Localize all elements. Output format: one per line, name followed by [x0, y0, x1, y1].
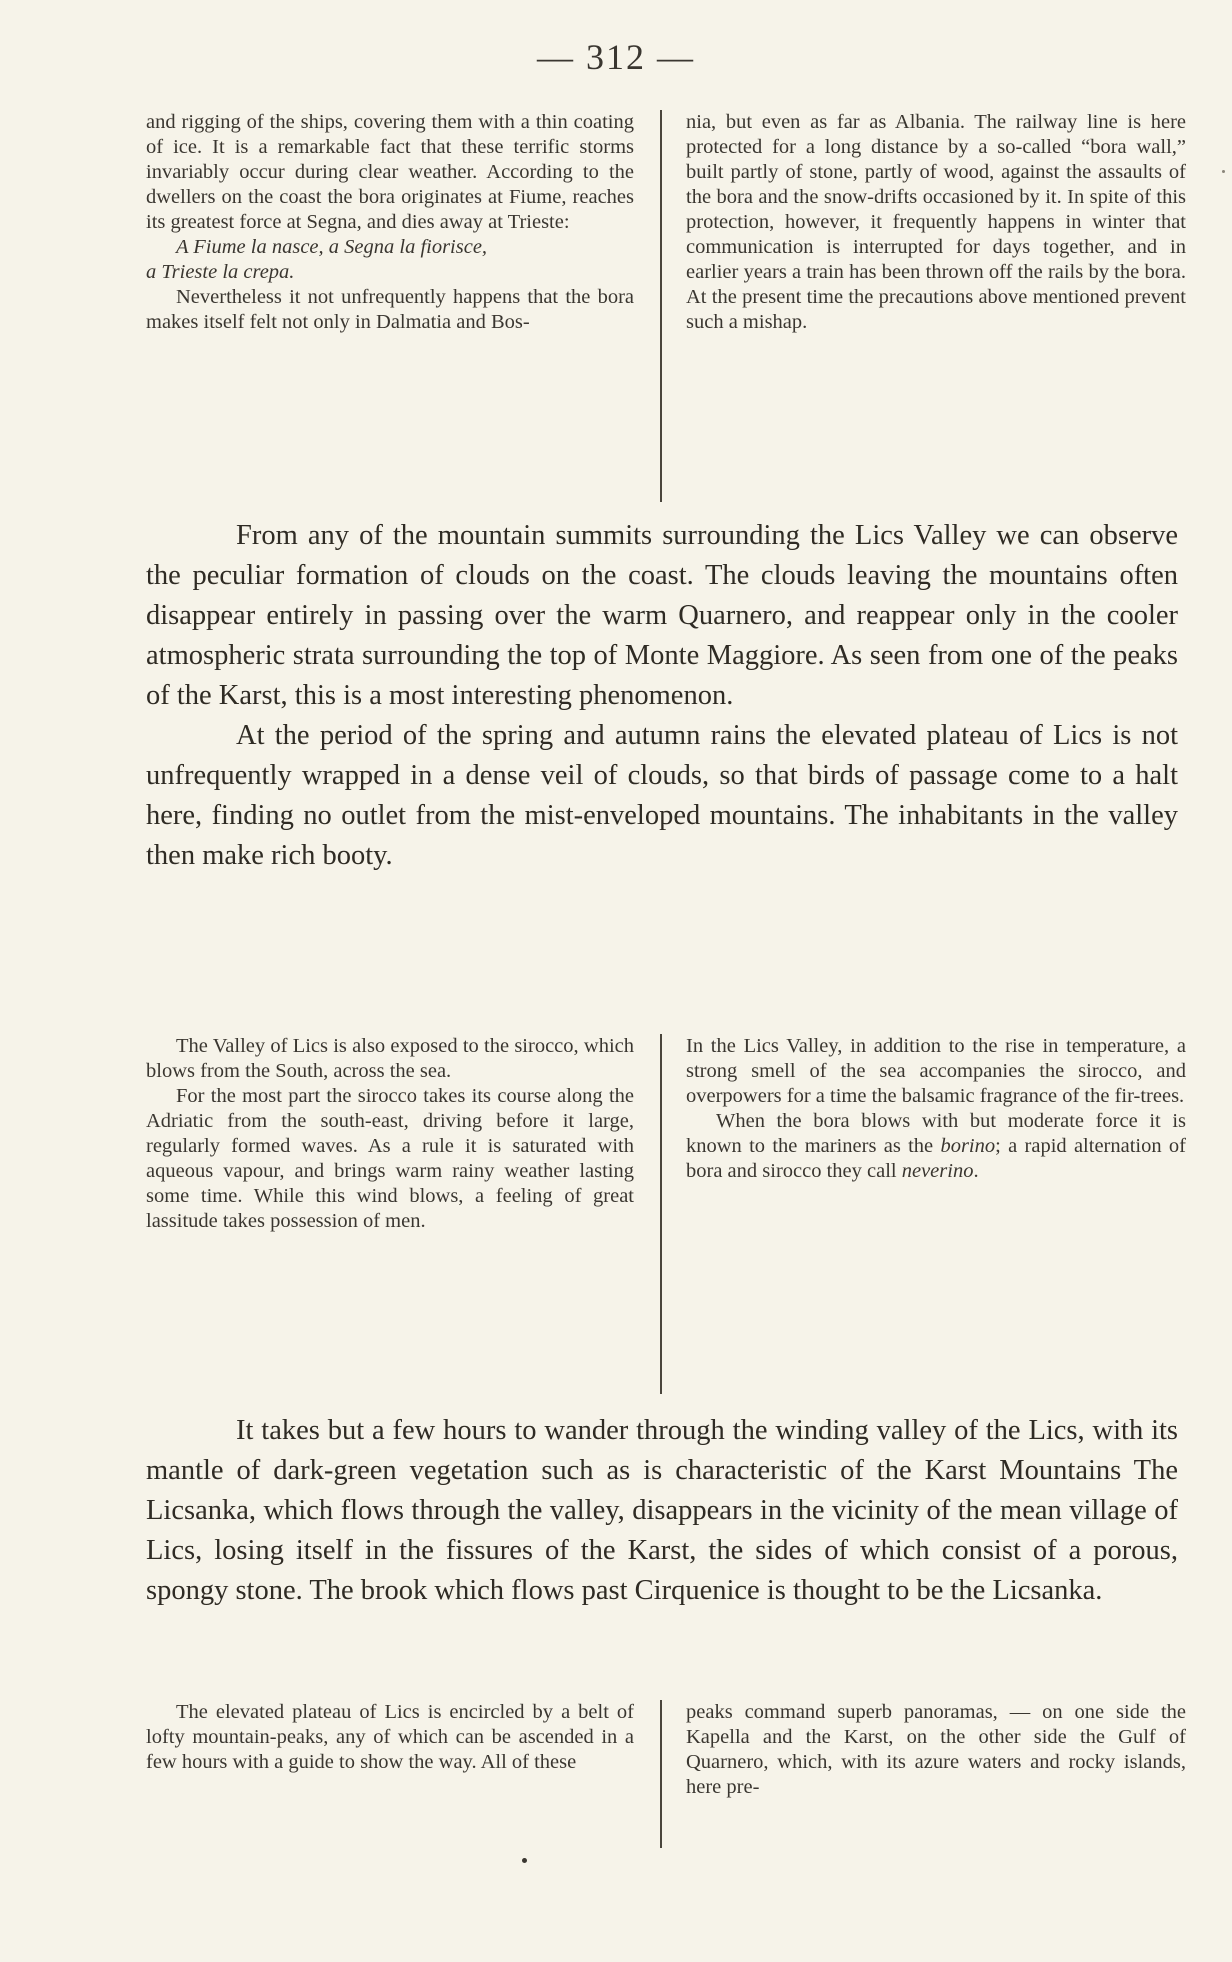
two-column-block-1 — [146, 110, 1188, 502]
term-borino: borino — [940, 1135, 996, 1157]
block1-right-paragraph-1: nia, but even as far as Albania. The railway line is here protected for a long distance by a so-called “bora wall,” built partly of stone, partly of wood, against the assaults of the bora and the snow-drifts occasioned by it. In spite of this protection, however, it frequently happens in winter that communication is interrupted for days together, and in earlier years a train has been thrown off the rails by the bora. At the present time the precautions above mentioned prevent such a mishap. — [686, 111, 1186, 333]
page-number: — 312 — — [537, 37, 695, 77]
block2-left-paragraph-1: The Valley of Lics is also exposed to the sirocco, which blows from the South, across the sea. — [146, 1035, 634, 1082]
bora-text-a: When the bora blows with but moderate force it is known to the mariners as the — [686, 1110, 1186, 1157]
main-paragraph-clouds: From any of the mountain summits surrounding the Lics Valley we can observe the peculiar formation of clouds on the coast. The clouds leaving the mountains often disappear entirely in passing over the warm Quarnero, and reappear only in the cooler atmospheric strata surrounding the top of Monte Maggiore. As seen from one of the peaks of the Karst, this is a most interesting phenomenon. — [146, 520, 1178, 711]
block3-right-paragraph-1: peaks command superb panoramas, — on one side the Kapella and the Karst, on the other side the Gulf of Quarnero, which, with its azure waters and rocky islands, here pre- — [686, 1701, 1186, 1798]
block3-left-paragraph-1: The elevated plateau of Lics is encircled by a belt of lofty mountain-peaks, any of which can be ascended in a few hours with a guide to show the way. All of these — [146, 1701, 634, 1773]
block1-left-paragraph-2: Nevertheless it not unfrequently happens that the bora makes itself felt not only in Dalmatia and Bos- — [146, 286, 634, 333]
verse-line-1: A Fiume la nasce, a Segna la fiorisce, — [176, 236, 488, 258]
italian-verse — [146, 235, 634, 285]
column-divider-3 — [660, 1700, 662, 1848]
main-paragraph-valley: It takes but a few hours to wander through the winding valley of the Lics, with its mantle of dark-green vegetation such as is characteristic of the Karst Mountains The Licsanka, which flows through the valley, disappears in the vicinity of the mean village of Lics, losing itself in the fissures of the Karst, the sides of which consist of a porous, spongy stone. The brook which flows past Cirquenice is thought to be the Licsanka. — [146, 1415, 1178, 1606]
main-text-block-2 — [146, 1411, 1178, 1611]
block2-left-paragraph-2: For the most part the sirocco takes its course along the Adriatic from the south-east, driving before it large, regularly formed waves. As a rule it is saturated with aqueous vapour, and brings warm rainy weather lasting some time. While this wind blows, a feeling of great lassitude takes possession of men. — [146, 1085, 634, 1232]
bora-text-c: . — [973, 1160, 979, 1182]
term-neverino: neverino — [901, 1160, 974, 1182]
block1-left-column — [146, 110, 634, 335]
print-speck-margin — [1222, 170, 1225, 173]
block3-left-column — [146, 1700, 634, 1775]
block2-right-paragraph-1: In the Lics Valley, in addition to the rise in temperature, a strong smell of the sea accompanies the sirocco, and overpowers for a time the balsamic fragrance of the fir-trees. — [686, 1035, 1186, 1107]
block2-left-column — [146, 1034, 634, 1234]
two-column-block-3 — [146, 1700, 1188, 1848]
block3-right-column — [686, 1700, 1186, 1800]
column-divider-1 — [660, 110, 662, 502]
block1-left-paragraph-1: and rigging of the ships, covering them with a thin coating of ice. It is a remarkable fact that these terrific storms invariably occur during clear weather. According to the dwellers on the coast the bora originates at Fiume, reaches its greatest force at Segna, and dies away at Trieste: — [146, 111, 634, 233]
block2-right-paragraph-2 — [686, 1109, 1186, 1184]
column-divider-2 — [660, 1034, 662, 1394]
verse-line-2: a Trieste la crepa. — [146, 261, 295, 283]
main-paragraph-rains: At the period of the spring and autumn rains the elevated plateau of Lics is not unfrequently wrapped in a dense veil of clouds, so that birds of passage come to a halt here, finding no outlet from the mist-enveloped mountains. The inhabitants in the valley then make rich booty. — [146, 720, 1178, 871]
block1-right-column — [686, 110, 1186, 335]
two-column-block-2 — [146, 1034, 1188, 1394]
print-speck-bottom — [522, 1858, 527, 1863]
block2-right-column — [686, 1034, 1186, 1184]
main-text-block-1 — [146, 516, 1178, 876]
bora-text-b: ; a rapid alternation of bora and sirocco they call — [686, 1135, 1186, 1182]
